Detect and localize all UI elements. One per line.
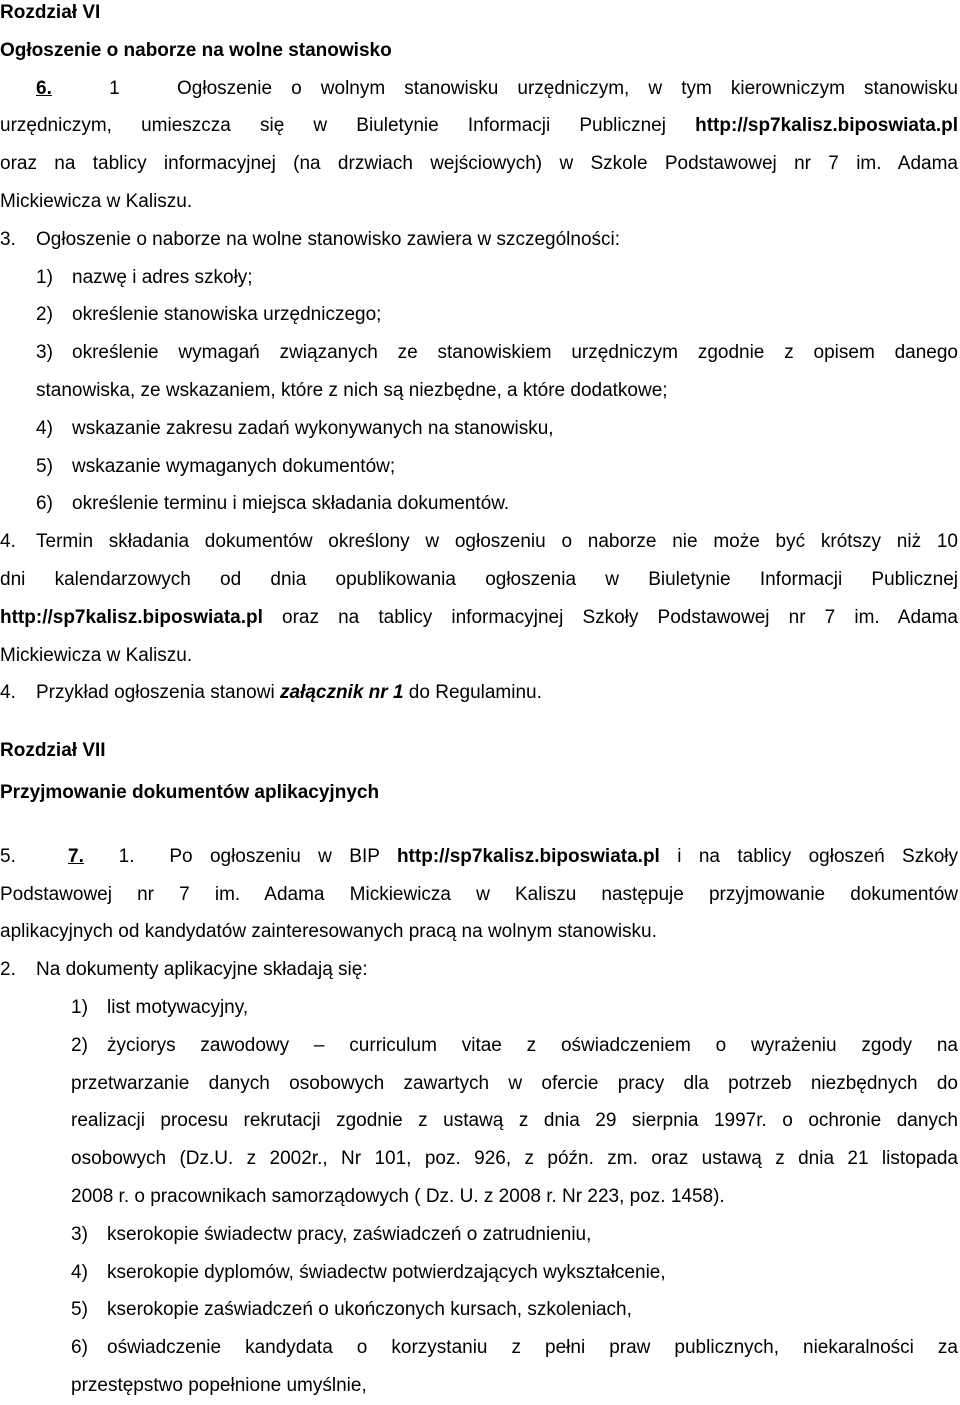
paragraph-6-5-text-b: do Regulaminu. [403,682,542,704]
chapter-6-heading: Rozdział VI [0,2,101,23]
paragraph-6-5 [0,674,958,712]
paragraph-7-2 [0,951,958,989]
paragraph-7-1-line-2: Podstawowej nr 7 im. Adama Mickiewicza w Kaliszu następuje przyjmowanie dokumentów [0,883,958,905]
item-6-1-number: 1 [109,77,120,99]
paragraph-6-5-text-a: Przykład ogłoszenia stanowi [36,682,280,704]
list-item-number: 3) [71,1223,88,1245]
list-item-continuation: realizacji procesu rekrutacji zgodnie z ustawą z dnia 29 sierpnia 1997r. o ochronie danych [71,1110,958,1132]
list-item [36,485,958,523]
paragraph-6-4-line-1 [0,523,958,561]
item-6-5-number: 4. [0,682,16,704]
list-item-text: kserokopie świadectw pracy, zaświadczeń o zatrudnieniu, [107,1223,592,1245]
item-7-1-number: 1. [118,845,135,867]
list-6-3 [0,259,958,524]
list-item-number: 5) [71,1299,88,1321]
list-item-number: 6) [71,1337,88,1359]
list-item-text: określenie stanowiska urzędniczego; [72,304,382,326]
list-item-text: wskazanie wymaganych dokumentów; [72,455,396,477]
paragraph-6-4-line-3 [0,599,958,637]
chapter-7-title: Przyjmowanie dokumentów aplikacyjnych [0,781,380,803]
list-item [71,989,958,1027]
paragraph-7-1-text-a: Po ogłoszeniu w BIP [169,845,397,867]
list-item-text: list motywacyjny, [107,996,249,1018]
list-item [71,1329,958,1367]
list-item-continuation: 2008 r. o pracownikach samorządowych ( Dz. U. z 2008 r. Nr 223, poz. 1458). [71,1185,725,1207]
list-item [36,259,958,297]
section-6-number: 6. [36,77,52,99]
attachment-reference: załącznik nr 1 [279,682,404,704]
list-item-continuation: przestępstwo popełnione umyślnie, [71,1374,367,1396]
list-item [71,1291,958,1329]
list-item-text: określenie terminu i miejsca składania dokumentów. [72,493,510,515]
paragraph-6-1-text-b: urzędniczym, umieszcza się w Biuletynie Informacji Publicznej [0,115,696,137]
list-item-number: 1) [71,996,88,1018]
item-6-3-number: 3. [0,228,16,250]
list-item-text: nazwę i adres szkoły; [72,266,253,288]
list-item-number: 1) [36,266,53,288]
paragraph-7-1-text-b: i na tablicy ogłoszeń Szkoły [659,845,958,867]
paragraph-6-1-text-a: Ogłoszenie o wolnym stanowisku urzędniczym, w tym kierowniczym stanowisku [177,77,958,99]
spacer [0,812,958,838]
paragraph-6-5-text [36,674,542,712]
list-item-text: wskazanie zakresu zadań wykonywanych na stanowisku, [72,417,554,439]
list-item [36,448,958,486]
list-item-continuation: przetwarzanie danych osobowych zawartych w ofercie pracy dla potrzeb niezbędnych do [71,1072,958,1094]
paragraph-7-1-line-1 [0,838,958,876]
paragraph-6-4-text-c: oraz na tablicy informacyjnej Szkoły Podstawowej nr 7 im. Adama [262,606,958,628]
item-6-3-text: Ogłoszenie o naborze na wolne stanowisko zawiera w szczególności: [36,228,621,250]
chapter-6-title: Ogłoszenie o naborze na wolne stanowisko [0,39,392,61]
list-item-number: 2) [36,304,53,326]
item-6-4-number: 4. [0,531,16,553]
section-7-number: 7. [68,845,84,867]
paragraph-6-3 [0,221,958,259]
paragraph-7-1-line-3: aplikacyjnych od kandydatów zainteresowanych pracą na wolnym stanowisku. [0,921,657,943]
item-7-2-text: Na dokumenty aplikacyjne składają się: [36,959,368,981]
list-item-text: życiorys zawodowy – curriculum vitae z oświadczeniem o wyrażeniu zgody na [107,1034,958,1056]
bip-url-2: http://sp7kalisz.biposwiata.pl [0,606,263,628]
paragraph-6-4-line-2: dni kalendarzowych od dnia opublikowania ogłoszenia w Biuletynie Informacji Publicznej [0,568,958,590]
list-item-number: 4) [71,1261,88,1283]
list-item-text: kserokopie dyplomów, świadectw potwierdzających wykształcenie, [107,1261,666,1283]
paragraph-6-4-line-4: Mickiewicza w Kaliszu. [0,644,193,666]
paragraph-6-1-line-4: Mickiewicza w Kaliszu. [0,190,193,212]
item-7-2-number: 2. [0,959,16,981]
list-item-number: 2) [71,1034,88,1056]
list-7-2 [0,989,958,1405]
bip-url-3: http://sp7kalisz.biposwiata.pl [396,845,660,867]
list-item [36,334,958,372]
spacer [0,712,958,732]
list-item-text: określenie wymagań związanych ze stanowiskiem urzędniczym zgodnie z opisem danego [72,342,958,364]
list-item [36,410,958,448]
list-item-number: 4) [36,417,53,439]
list-item-text: kserokopie zaświadczeń o ukończonych kursach, szkoleniach, [107,1299,632,1321]
list-item-continuation: osobowych (Dz.U. z 2002r., Nr 101, poz. 926, z późn. zm. oraz ustawą z dnia 21 listopada [71,1148,958,1170]
item-7-pre-number: 5. [0,845,16,867]
chapter-7-heading: Rozdział VII [0,740,106,762]
list-item [71,1254,958,1292]
list-item [71,1216,958,1254]
paragraph-6-1-line-1 [0,70,958,108]
list-item-continuation: stanowiska, ze wskazaniem, które z nich są niezbędne, a które dodatkowe; [36,379,668,401]
bip-url-1: http://sp7kalisz.biposwiata.pl [695,115,958,137]
paragraph-6-4-text-a: Termin składania dokumentów określony w ogłoszeniu o naborze nie może być krótszy niż 10 [36,531,958,553]
list-item-number: 5) [36,455,53,477]
list-item [71,1027,958,1065]
list-item-text: oświadczenie kandydata o korzystaniu z pełni praw publicznych, niekaralności za [107,1337,958,1359]
list-item-number: 3) [36,342,53,364]
paragraph-6-1-line-3: oraz na tablicy informacyjnej (na drzwiach wejściowych) w Szkole Podstawowej nr 7 im. Adama [0,153,958,175]
paragraph-6-1-line-2 [0,107,958,145]
list-item-number: 6) [36,493,53,515]
list-item [36,296,958,334]
